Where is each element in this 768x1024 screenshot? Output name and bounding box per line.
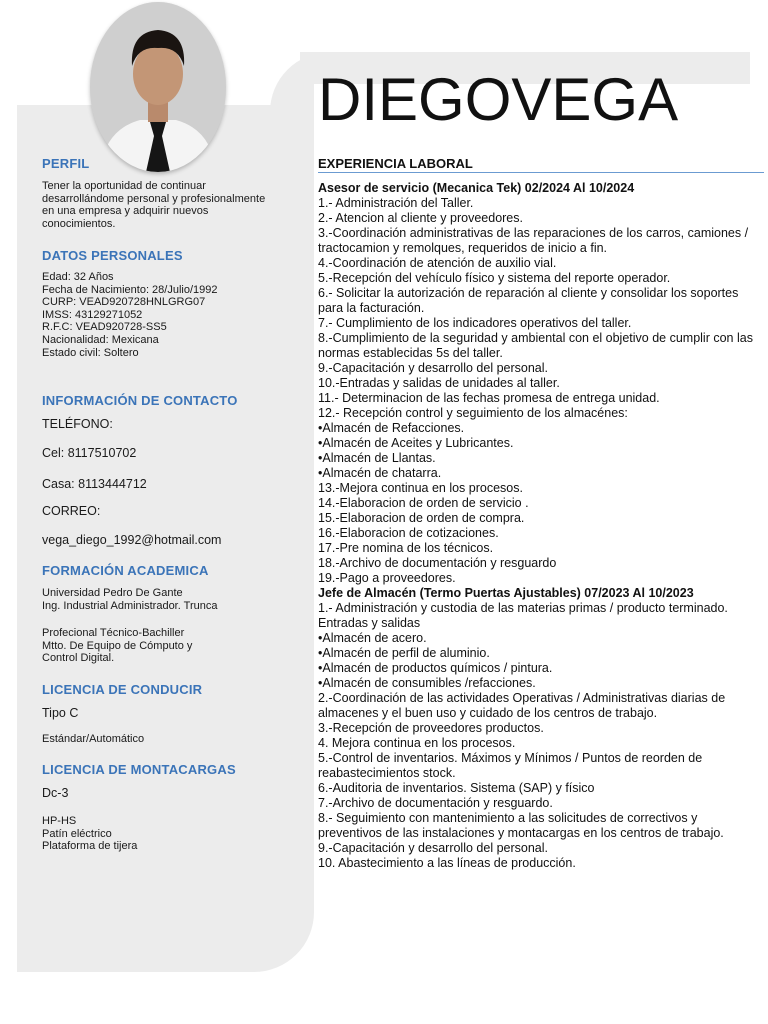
- job-item: 5.-Recepción del vehículo físico y sistema del reporte operador.: [318, 271, 671, 285]
- job-item: •Almacén de Aceites y Lubricantes.: [318, 436, 514, 450]
- montacargas-line: Patín eléctrico: [42, 827, 112, 840]
- job-item: 2.- Atencion al cliente y proveedores.: [318, 211, 523, 225]
- job-item: 1.- Administración y custodia de las materias primas / producto terminado.: [318, 601, 728, 615]
- licencia-title: LICENCIA DE CONDUCIR: [42, 682, 203, 697]
- datos-line: Fecha de Nacimiento: 28/Julio/1992: [42, 283, 218, 296]
- job-item: 7.- Cumplimiento de los indicadores operativos del taller.: [318, 316, 632, 330]
- experiencia-title: EXPERIENCIA LABORAL: [318, 156, 473, 171]
- datos-line: CURP: VEAD920728HNLGRG07: [42, 296, 206, 309]
- job-item: 8.-Cumplimiento de la seguridad y ambiental con el objetivo de cumplir con las normas establecidas 5s del taller.: [318, 331, 753, 360]
- job-item: 14.-Elaboracion de orden de servicio .: [318, 496, 529, 510]
- montacargas-line: Plataforma de tijera: [42, 840, 138, 853]
- job-item: •Almacén de acero.: [318, 631, 427, 645]
- licencia-tipo: Tipo C: [42, 706, 79, 720]
- person-photo-icon: [90, 2, 226, 172]
- job-item: 9.-Capacitación y desarrollo del personal.: [318, 361, 548, 375]
- job-item: 6.-Auditoria de inventarios. Sistema (SAP) y físico: [318, 781, 595, 795]
- contacto-title: INFORMACIÓN DE CONTACTO: [42, 393, 238, 408]
- job-item: •Almacén de Refacciones.: [318, 421, 465, 435]
- montacargas-title: LICENCIA DE MONTACARGAS: [42, 762, 236, 777]
- job-item: 15.-Elaboracion de orden de compra.: [318, 511, 525, 525]
- formacion-line: Profecional Técnico-Bachiller: [42, 627, 185, 639]
- datos-line: Nacionalidad: Mexicana: [42, 333, 159, 346]
- job-item: 3.-Coordinación administrativas de las reparaciones de los carros, camiones / tractocamion y remolques, requeridos de inicio a fin.: [318, 226, 749, 255]
- experiencia-body: [318, 181, 758, 871]
- datos-line: IMSS: 43129271052: [42, 308, 143, 321]
- job-item: 6.- Solicitar la autorización de reparación al cliente y consolidar los soportes para la facturación.: [318, 286, 739, 315]
- job-item: 19.-Pago a proveedores.: [318, 571, 456, 585]
- formacion-title: FORMACIÓN ACADEMICA: [42, 563, 209, 578]
- datos-personales-list: [42, 271, 272, 359]
- job-heading: Asesor de servicio (Mecanica Tek) 02/2024 Al 10/2024: [318, 181, 635, 195]
- cel-phone: Cel: 8117510702: [42, 446, 137, 460]
- job-item: 7.-Archivo de documentación y resguardo.: [318, 796, 553, 810]
- formacion-line: Control Digital.: [42, 652, 115, 665]
- job-item: •Almacén de perfil de aluminio.: [318, 646, 490, 660]
- job-item: 11.- Determinacion de las fechas promesa de entrega unidad.: [318, 391, 660, 405]
- job-item: 4. Mejora continua en los procesos.: [318, 736, 516, 750]
- job-item: 16.-Elaboracion de cotizaciones.: [318, 526, 499, 540]
- job-heading: Jefe de Almacén (Termo Puertas Ajustables) 07/2023 Al 10/2023: [318, 586, 694, 600]
- datos-line: R.F.C: VEAD920728-SS5: [42, 321, 167, 334]
- email-address: vega_diego_1992@hotmail.com: [42, 533, 222, 547]
- job-item: •Almacén de consumibles /refacciones.: [318, 676, 536, 690]
- person-name: DIEGOVEGA: [318, 66, 679, 133]
- job-item: 4.-Coordinación de atención de auxilio vial.: [318, 256, 557, 270]
- job-item: 5.-Control de inventarios. Máximos y Mínimos / Puntos de reorden de reabastecimientos stock.: [318, 751, 703, 780]
- formacion-list-1: [42, 587, 272, 612]
- job-item: 3.-Recepción de proveedores productos.: [318, 721, 544, 735]
- experiencia-divider: [318, 172, 764, 173]
- datos-line: Edad: 32 Años: [42, 271, 114, 283]
- job-item: Entradas y salidas: [318, 616, 421, 630]
- job-item: •Almacén de chatarra.: [318, 466, 442, 480]
- montacargas-dc: Dc-3: [42, 786, 69, 800]
- formacion-list-2: [42, 627, 272, 665]
- formacion-line: Mtto. De Equipo de Cómputo y: [42, 639, 193, 652]
- montacargas-line: HP-HS: [42, 815, 77, 827]
- perfil-title: PERFIL: [42, 156, 90, 171]
- job-item: 1.- Administración del Taller.: [318, 196, 474, 210]
- perfil-text: Tener la oportunidad de continuar desarrollándome personal y profesionalmente en una empresa y adquirir nuevos conocimientos.: [42, 180, 266, 230]
- datos-line: Estado civil: Soltero: [42, 346, 139, 359]
- job-item: 18.-Archivo de documentación y resguardo: [318, 556, 557, 570]
- casa-phone: Casa: 8113444712: [42, 477, 147, 491]
- licencia-modo: Estándar/Automático: [42, 733, 145, 745]
- job-item: 9.-Capacitación y desarrollo del personal.: [318, 841, 548, 855]
- datos-personales-title: DATOS PERSONALES: [42, 248, 183, 263]
- correo-label: CORREO:: [42, 504, 101, 518]
- job-item: 10. Abastecimiento a las líneas de producción.: [318, 856, 576, 870]
- profile-photo: [90, 2, 226, 172]
- telefono-label: TELÉFONO:: [42, 417, 113, 431]
- job-item: 2.-Coordinación de las actividades Operativas / Administrativas diarias de almacenes y el buen uso y cuidado de los centros de trabajo.: [318, 691, 726, 720]
- formacion-line: Universidad Pedro De Gante: [42, 587, 183, 599]
- job-item: 8.- Seguimiento con mantenimiento a las solicitudes de correctivos y preventivos de las instalaciones y montacargas en los centros de trabajo.: [318, 811, 724, 840]
- montacargas-list: [42, 815, 272, 853]
- job-item: •Almacén de productos químicos / pintura.: [318, 661, 553, 675]
- job-item: 12.- Recepción control y seguimiento de los almacénes:: [318, 406, 628, 420]
- job-item: 10.-Entradas y salidas de unidades al taller.: [318, 376, 560, 390]
- job-item: 13.-Mejora continua en los procesos.: [318, 481, 523, 495]
- job-item: 17.-Pre nomina de los técnicos.: [318, 541, 494, 555]
- job-item: •Almacén de Llantas.: [318, 451, 436, 465]
- formacion-line: Ing. Industrial Administrador. Trunca: [42, 599, 218, 612]
